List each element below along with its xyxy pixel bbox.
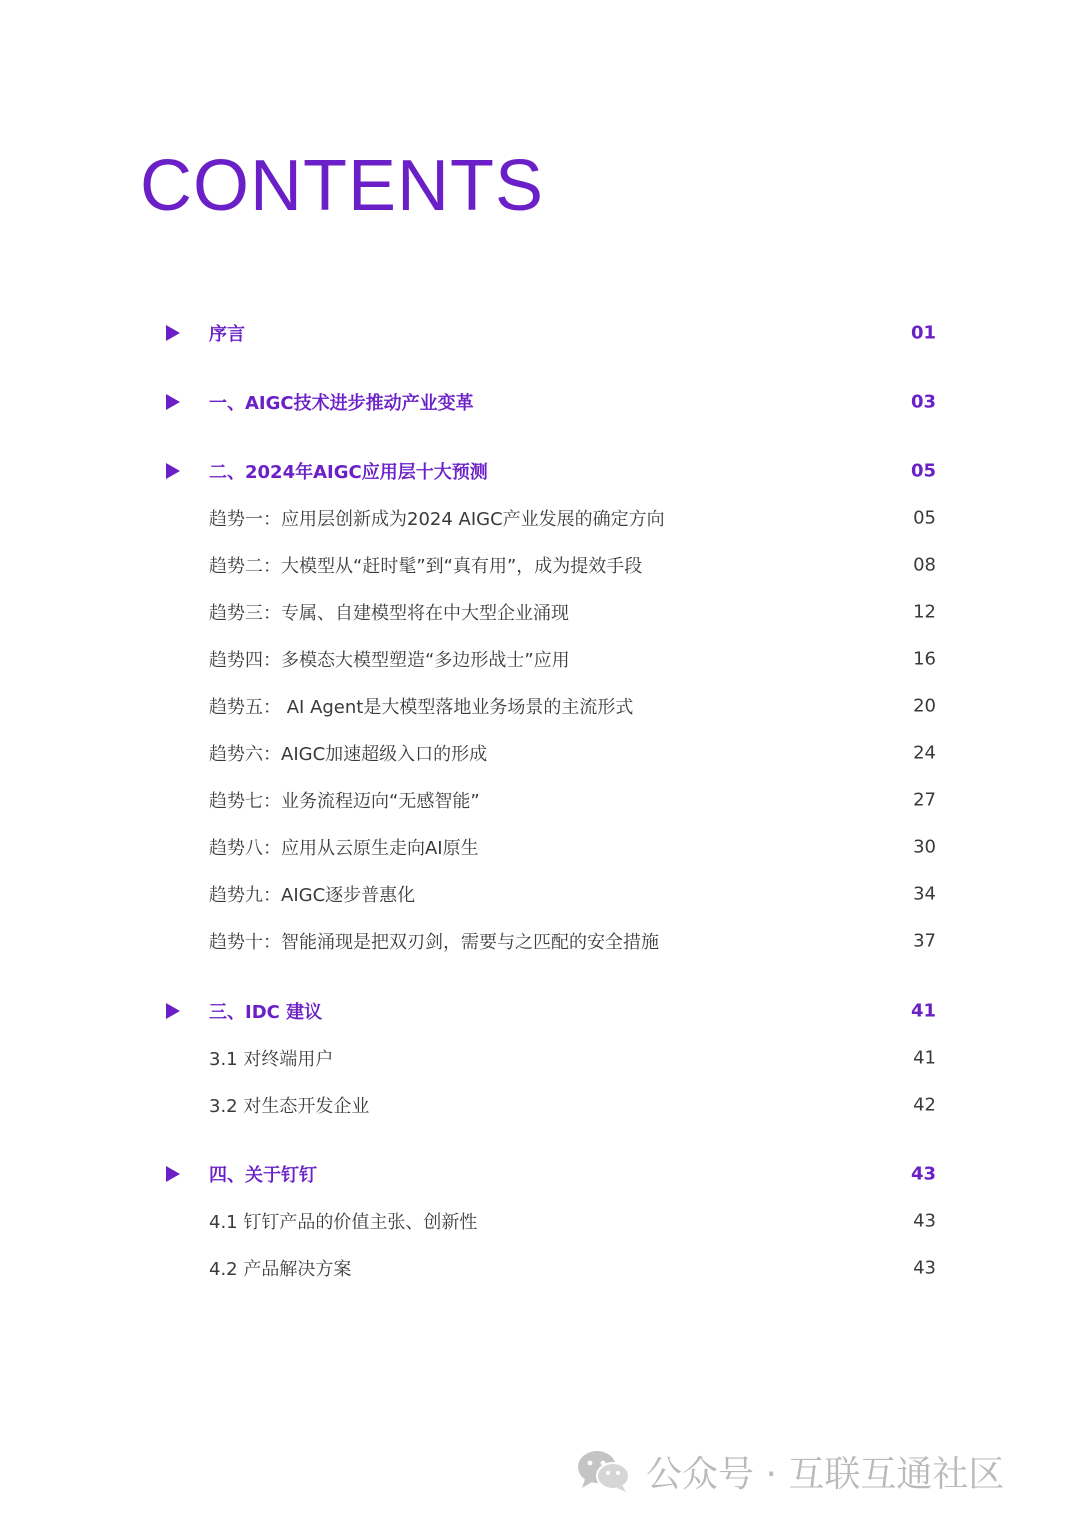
toc-row[interactable] <box>0 1154 1080 1194</box>
toc-label: 4.2 产品解决方案 <box>209 1259 352 1280</box>
toc-page-number: 27 <box>913 789 936 811</box>
wechat-icon <box>576 1448 632 1494</box>
toc-page-number: 42 <box>913 1094 936 1116</box>
toc-label: 趋势六：AIGC加速超级入口的形成 <box>209 744 488 765</box>
toc-row[interactable] <box>0 991 1080 1031</box>
toc-label: 趋势八：应用从云原生走向AI原生 <box>209 838 479 859</box>
triangle-right-icon <box>166 1003 180 1019</box>
toc-row[interactable] <box>0 451 1080 491</box>
toc-label: 趋势五： AI Agent是大模型落地业务场景的主流形式 <box>209 697 634 718</box>
toc-page-number: 16 <box>913 648 936 670</box>
toc-page-number: 05 <box>913 507 936 529</box>
toc-label: 序言 <box>209 324 245 345</box>
toc-row[interactable] <box>0 780 1080 820</box>
toc-row[interactable] <box>0 874 1080 914</box>
toc-page-number: 30 <box>913 836 936 858</box>
toc-label: 3.1 对终端用户 <box>209 1049 334 1070</box>
toc-label: 趋势四：多模态大模型塑造“多边形战士”应用 <box>209 650 570 671</box>
toc-row[interactable] <box>0 639 1080 679</box>
toc-label: 趋势二：大模型从“赶时髦”到“真有用”，成为提效手段 <box>209 556 643 577</box>
toc-label: 四、关于钉钉 <box>209 1165 317 1186</box>
toc-label: 三、IDC 建议 <box>209 1002 323 1023</box>
toc-label: 趋势十：智能涌现是把双刃剑，需要与之匹配的安全措施 <box>209 932 659 953</box>
toc-page-number: 05 <box>910 460 936 482</box>
toc-row[interactable] <box>0 1038 1080 1078</box>
triangle-right-icon <box>166 394 180 410</box>
watermark-text: 公众号 · 互联互通社区 <box>646 1453 1005 1495</box>
toc-page-number: 20 <box>913 695 936 717</box>
toc-page-number: 01 <box>910 322 936 344</box>
toc-label: 一、AIGC技术进步推动产业变革 <box>209 393 474 414</box>
triangle-right-icon <box>166 1166 180 1182</box>
toc-label: 3.2 对生态开发企业 <box>209 1096 370 1117</box>
toc-page-number: 12 <box>913 601 936 623</box>
triangle-right-icon <box>166 463 180 479</box>
toc-page-number: 41 <box>910 1000 936 1022</box>
toc-row[interactable] <box>0 1248 1080 1288</box>
triangle-right-icon <box>166 325 180 341</box>
toc-page-number: 34 <box>913 883 936 905</box>
toc-row[interactable] <box>0 733 1080 773</box>
toc-row[interactable] <box>0 382 1080 422</box>
toc-page-number: 37 <box>913 930 936 952</box>
toc-page-number: 24 <box>913 742 936 764</box>
toc-page-number: 41 <box>913 1047 936 1069</box>
toc-label: 趋势一：应用层创新成为2024 AIGC产业发展的确定方向 <box>209 509 665 530</box>
page-title: CONTENTS <box>140 146 544 226</box>
toc-page-number: 43 <box>913 1257 936 1279</box>
toc-label: 二、2024年AIGC应用层十大预测 <box>209 462 488 483</box>
toc-row[interactable] <box>0 1085 1080 1125</box>
toc-label: 4.1 钉钉产品的价值主张、创新性 <box>209 1212 478 1233</box>
toc-row[interactable] <box>0 686 1080 726</box>
toc-row[interactable] <box>0 592 1080 632</box>
toc-row[interactable] <box>0 313 1080 353</box>
toc-row[interactable] <box>0 545 1080 585</box>
toc-page-number: 43 <box>913 1210 936 1232</box>
toc-page-number: 43 <box>910 1163 936 1185</box>
toc-page-number: 08 <box>913 554 936 576</box>
toc-label: 趋势七：业务流程迈向“无感智能” <box>209 791 480 812</box>
toc-row[interactable] <box>0 1201 1080 1241</box>
toc-row[interactable] <box>0 921 1080 961</box>
toc-label: 趋势三：专属、自建模型将在中大型企业涌现 <box>209 603 569 624</box>
toc-row[interactable] <box>0 498 1080 538</box>
toc-row[interactable] <box>0 827 1080 867</box>
toc-label: 趋势九：AIGC逐步普惠化 <box>209 885 416 906</box>
toc-page-number: 03 <box>910 391 936 413</box>
watermark <box>576 1446 1004 1496</box>
